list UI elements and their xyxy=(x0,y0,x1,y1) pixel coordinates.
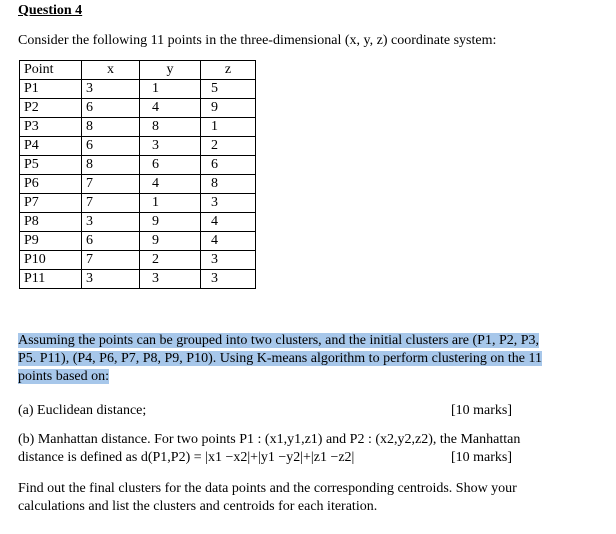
cell-point: P3 xyxy=(20,118,82,137)
cell-y: 9 xyxy=(140,232,201,251)
assumption-paragraph[interactable] xyxy=(18,332,598,386)
cell-point: P9 xyxy=(20,232,82,251)
table-row xyxy=(20,175,256,194)
assumption-line-2: P5. P11), (P4, P6, P7, P8, P9, P10). Using K-means algorithm to perform clustering on the 11 xyxy=(18,351,542,366)
header-point: Point xyxy=(20,61,82,80)
header-x: x xyxy=(82,61,140,80)
cell-point: P6 xyxy=(20,175,82,194)
cell-point: P11 xyxy=(20,270,82,289)
question-heading: Question 4 xyxy=(18,3,83,18)
cell-point: P8 xyxy=(20,213,82,232)
cell-x: 6 xyxy=(82,232,140,251)
cell-point: P10 xyxy=(20,251,82,270)
table-row xyxy=(20,232,256,251)
part-b-marks: [10 marks] xyxy=(451,450,513,465)
cell-z: 3 xyxy=(201,194,256,213)
cell-y: 9 xyxy=(140,213,201,232)
cell-x: 8 xyxy=(82,118,140,137)
cell-z: 1 xyxy=(201,118,256,137)
cell-y: 4 xyxy=(140,175,201,194)
cell-point: P5 xyxy=(20,156,82,175)
cell-z: 8 xyxy=(201,175,256,194)
cell-z: 5 xyxy=(201,80,256,99)
cell-z: 2 xyxy=(201,137,256,156)
cell-x: 6 xyxy=(82,99,140,118)
cell-z: 4 xyxy=(201,213,256,232)
cell-z: 4 xyxy=(201,232,256,251)
cell-x: 7 xyxy=(82,194,140,213)
table-row xyxy=(20,251,256,270)
cell-y: 1 xyxy=(140,194,201,213)
cell-x: 3 xyxy=(82,270,140,289)
cell-z: 3 xyxy=(201,251,256,270)
cell-x: 7 xyxy=(82,175,140,194)
cell-z: 3 xyxy=(201,270,256,289)
part-b-line-2: distance is defined as d(P1,P2) = |x1 −x2|+|y1 −y2|+|z1 −z2| xyxy=(18,450,355,465)
cell-x: 8 xyxy=(82,156,140,175)
header-z: z xyxy=(201,61,256,80)
table-row xyxy=(20,194,256,213)
cell-y: 3 xyxy=(140,137,201,156)
table-row xyxy=(20,118,256,137)
table-row xyxy=(20,156,256,175)
cell-point: P2 xyxy=(20,99,82,118)
cell-y: 6 xyxy=(140,156,201,175)
intro-text: Consider the following 11 points in the three-dimensional (x, y, z) coordinate system: xyxy=(18,33,497,48)
cell-y: 1 xyxy=(140,80,201,99)
cell-point: P7 xyxy=(20,194,82,213)
cell-z: 6 xyxy=(201,156,256,175)
cell-y: 2 xyxy=(140,251,201,270)
part-a-marks: [10 marks] xyxy=(451,403,513,418)
table-row xyxy=(20,213,256,232)
assumption-line-1: Assuming the points can be grouped into two clusters, and the initial clusters are (P1, P2, P3, xyxy=(18,333,540,348)
cell-point: P4 xyxy=(20,137,82,156)
assumption-line-3: points based on: xyxy=(18,369,109,384)
cell-y: 3 xyxy=(140,270,201,289)
instructions-line-1: Find out the final clusters for the data points and the corresponding centroids. Show your xyxy=(18,481,517,496)
cell-point: P1 xyxy=(20,80,82,99)
table-header-row xyxy=(20,61,256,80)
cell-z: 9 xyxy=(201,99,256,118)
table-row xyxy=(20,80,256,99)
points-table xyxy=(19,60,256,289)
cell-x: 6 xyxy=(82,137,140,156)
cell-x: 7 xyxy=(82,251,140,270)
cell-x: 3 xyxy=(82,80,140,99)
part-a-text: (a) Euclidean distance; xyxy=(18,403,147,418)
table-row xyxy=(20,270,256,289)
instructions-line-2: calculations and list the clusters and centroids for each iteration. xyxy=(18,499,378,514)
cell-y: 8 xyxy=(140,118,201,137)
cell-y: 4 xyxy=(140,99,201,118)
cell-x: 3 xyxy=(82,213,140,232)
part-b-line-1: (b) Manhattan distance. For two points P1 : (x1,y1,z1) and P2 : (x2,y2,z2), the Manhattan xyxy=(18,432,521,447)
header-y: y xyxy=(140,61,201,80)
table-row xyxy=(20,137,256,156)
table-row xyxy=(20,99,256,118)
